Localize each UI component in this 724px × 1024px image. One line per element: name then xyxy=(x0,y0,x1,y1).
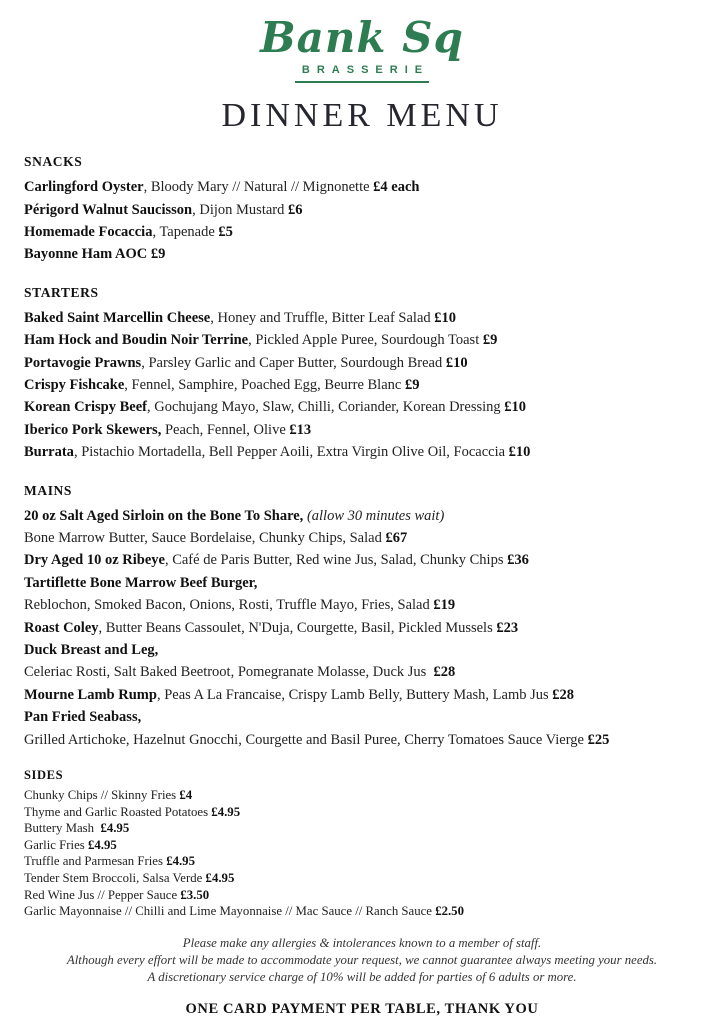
item-desc: , Peas A La Francaise, Crispy Lamb Belly, Buttery Mash, Lamb Jus xyxy=(156,686,549,703)
menu-item xyxy=(24,396,700,418)
item-price: £9 xyxy=(482,332,498,349)
item-name: Dry Aged 10 oz Ribeye xyxy=(24,552,165,569)
item-desc: Peach, Fennel, Olive xyxy=(161,421,286,438)
item-name: Roast Coley xyxy=(24,619,99,636)
item-name: Pan Fried Seabass, xyxy=(24,709,142,726)
item-price: £4.95 xyxy=(205,871,235,885)
item-desc: , Bloody Mary // Natural // Mignonette xyxy=(143,179,370,196)
item-name: Burrata xyxy=(24,444,74,461)
section-title-mains: MAINS xyxy=(24,482,73,498)
item-desc: , Pickled Apple Puree, Sourdough Toast xyxy=(248,332,480,349)
menu-item xyxy=(24,684,700,706)
item-note: (allow 30 minutes wait) xyxy=(306,507,445,524)
section-mains xyxy=(24,483,700,751)
menu-item xyxy=(24,176,700,198)
item-price: £4 each xyxy=(373,179,420,196)
menu-item-desc-line xyxy=(24,594,700,616)
menu-item xyxy=(24,352,700,374)
menu-item xyxy=(24,221,700,243)
footer-notes xyxy=(24,935,700,986)
service-charge-note: A discretionary service charge of 10% will be added for parties of 6 adults or more. xyxy=(147,969,577,984)
item-price: £3.50 xyxy=(180,887,210,902)
brand-logo xyxy=(24,13,700,83)
item-price: £2.50 xyxy=(435,904,464,919)
menu-item-desc-line xyxy=(24,729,700,751)
item-price: £10 xyxy=(508,444,531,461)
item-price: £10 xyxy=(504,399,527,416)
menu-item xyxy=(24,706,700,728)
item-desc: Chunky Chips // Skinny Fries xyxy=(24,788,177,803)
menu-item xyxy=(24,549,700,571)
item-desc: Tender Stem Broccoli, Salsa Verde xyxy=(24,871,203,885)
item-price: £28 xyxy=(433,664,456,681)
menu-item xyxy=(24,199,700,221)
menu-item xyxy=(24,441,700,463)
menu-item xyxy=(24,419,700,441)
side-item xyxy=(24,820,700,837)
allergy-note: Please make any allergies & intolerances known to a member of staff. xyxy=(182,935,542,950)
item-desc: Buttery Mash xyxy=(24,821,95,836)
menu-item xyxy=(24,572,700,594)
item-name: Périgord Walnut Saucisson xyxy=(24,201,193,218)
menu-item xyxy=(24,374,700,396)
item-desc: , Pistachio Mortadella, Bell Pepper Aoili, Extra Virgin Olive Oil, Focaccia xyxy=(73,444,506,461)
section-starters xyxy=(24,285,700,464)
item-desc: Grilled Artichoke, Hazelnut Gnocchi, Courgette and Basil Puree, Cherry Tomatoes Sauce Vierge xyxy=(24,731,584,748)
item-name: Baked Saint Marcellin Cheese xyxy=(24,309,211,326)
menu-item xyxy=(24,307,700,329)
item-price: £19 xyxy=(433,597,456,614)
item-desc: , Honey and Truffle, Bitter Leaf Salad xyxy=(210,309,431,326)
item-price: £23 xyxy=(496,619,519,636)
menu-item xyxy=(24,617,700,639)
section-title-sides: SIDES xyxy=(24,768,64,783)
section-sides xyxy=(24,768,700,920)
side-item xyxy=(24,870,700,887)
item-desc: Celeriac Rosti, Salt Baked Beetroot, Pomegranate Molasse, Duck Jus xyxy=(24,664,427,681)
item-price: £10 xyxy=(445,354,468,371)
section-snacks xyxy=(24,154,700,266)
item-price: £4.95 xyxy=(166,854,195,869)
item-name: Portavogie Prawns xyxy=(24,354,142,371)
item-name: Carlingford Oyster xyxy=(24,179,144,196)
item-price: £9 xyxy=(150,246,166,263)
item-desc: , Dijon Mustard xyxy=(192,201,285,218)
page-title: DINNER MENU xyxy=(221,97,503,135)
item-price: £25 xyxy=(587,731,610,748)
section-title-starters: STARTERS xyxy=(24,284,99,300)
item-desc: Garlic Mayonnaise // Chilli and Lime Mayonnaise // Mac Sauce // Ranch Sauce xyxy=(24,904,432,919)
item-desc: , Tapenade xyxy=(152,223,215,240)
accommodation-note: Although every effort will be made to accommodate your request, we cannot guarantee always meeting your needs. xyxy=(66,952,658,967)
item-name: Korean Crispy Beef xyxy=(24,399,147,416)
item-price: £36 xyxy=(507,552,529,569)
section-title-snacks: SNACKS xyxy=(24,154,83,170)
item-price: £9 xyxy=(404,376,420,393)
side-item xyxy=(24,887,700,904)
item-name: Crispy Fishcake xyxy=(24,376,125,393)
item-name: Mourne Lamb Rump xyxy=(24,686,157,703)
menu-item xyxy=(24,243,700,265)
item-desc: , Café de Paris Butter, Red wine Jus, Salad, Chunky Chips xyxy=(164,552,504,569)
menu-item xyxy=(24,505,700,527)
brand-subtitle: BRASSERIE xyxy=(295,64,429,83)
menu-item xyxy=(24,639,700,661)
item-price: £13 xyxy=(289,421,312,438)
brand-name: Bank Sq xyxy=(260,13,464,62)
item-desc: Red Wine Jus // Pepper Sauce xyxy=(24,887,178,902)
item-price: £6 xyxy=(287,201,303,218)
item-price: £4.95 xyxy=(87,837,117,852)
item-desc: , Gochujang Mayo, Slaw, Chilli, Coriander, Korean Dressing xyxy=(146,399,501,416)
item-desc: Thyme and Garlic Roasted Potatoes xyxy=(24,804,209,819)
item-desc: Bone Marrow Butter, Sauce Bordelaise, Chunky Chips, Salad xyxy=(24,529,382,546)
item-desc: Truffle and Parmesan Fries xyxy=(24,854,163,869)
payment-notice: ONE CARD PAYMENT PER TABLE, THANK YOU xyxy=(185,1000,539,1017)
item-price: £5 xyxy=(218,223,233,240)
item-desc: , Butter Beans Cassoulet, N'Duja, Courgette, Basil, Pickled Mussels xyxy=(98,619,493,636)
item-price: £10 xyxy=(434,309,457,326)
item-price: £4.95 xyxy=(211,804,241,819)
menu-item-desc-line xyxy=(24,661,700,683)
item-price: £67 xyxy=(385,529,408,546)
side-item xyxy=(24,853,700,870)
side-item xyxy=(24,903,700,920)
item-price: £4.95 xyxy=(100,821,130,836)
item-name: 20 oz Salt Aged Sirloin on the Bone To Share, xyxy=(24,507,304,524)
item-desc: Garlic Fries xyxy=(24,837,85,852)
item-name: Bayonne Ham AOC xyxy=(24,246,148,263)
side-item xyxy=(24,837,700,854)
side-item xyxy=(24,804,700,821)
item-name: Duck Breast and Leg, xyxy=(24,642,159,658)
item-price: £28 xyxy=(552,686,575,703)
item-name: Homemade Focaccia xyxy=(24,223,153,240)
item-name: Ham Hock and Boudin Noir Terrine xyxy=(24,332,249,349)
item-name: Iberico Pork Skewers, xyxy=(24,421,162,438)
side-item xyxy=(24,787,700,804)
item-desc: , Parsley Garlic and Caper Butter, Sourdough Bread xyxy=(141,354,443,371)
item-desc: Reblochon, Smoked Bacon, Onions, Rosti, Truffle Mayo, Fries, Salad xyxy=(24,597,430,614)
item-name: Tartiflette Bone Marrow Beef Burger, xyxy=(24,574,258,591)
menu-item-desc-line xyxy=(24,527,700,549)
menu-item xyxy=(24,329,700,351)
item-price: £4 xyxy=(179,788,193,803)
item-desc: , Fennel, Samphire, Poached Egg, Beurre Blanc xyxy=(124,376,402,393)
